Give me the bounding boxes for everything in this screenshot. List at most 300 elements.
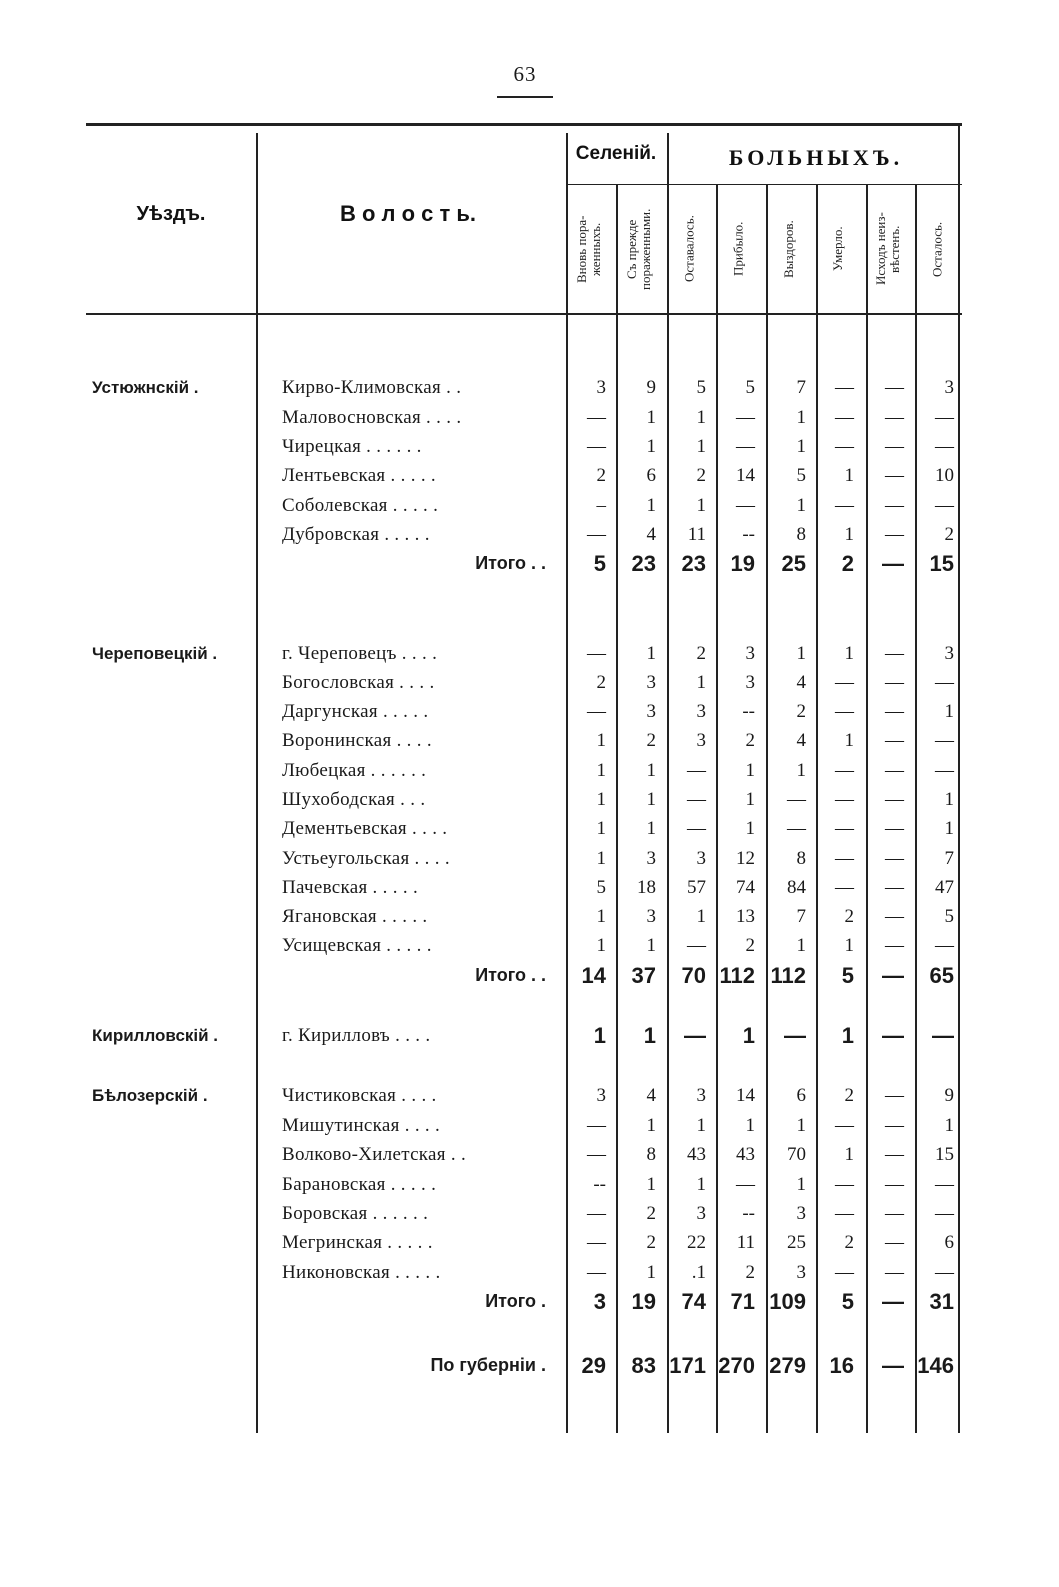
value-cell: 1: [796, 407, 806, 428]
volost-cell: Даргунская . . . . .: [282, 701, 429, 722]
table-row: [86, 1170, 962, 1199]
value-cell: —: [736, 495, 755, 516]
value-cell: —: [885, 436, 904, 457]
table-row: [86, 639, 962, 668]
value-cell: —: [885, 377, 904, 398]
value-cell: —: [885, 1174, 904, 1195]
value-cell: 1: [844, 465, 854, 486]
page-number: 63: [513, 62, 537, 86]
column-header: Съ прежде пораженными.: [624, 208, 653, 290]
volost-cell: Дементьевская . . . .: [282, 818, 448, 839]
value-cell: 25: [781, 551, 806, 576]
value-cell: —: [835, 818, 854, 839]
table-row: [86, 1199, 962, 1228]
value-cell: 1: [593, 1023, 606, 1048]
volost-cell: Чирецкая . . . . . .: [282, 436, 422, 457]
value-cell: 279: [769, 1353, 806, 1378]
value-cell: —: [882, 1353, 904, 1378]
value-cell: 3: [646, 848, 656, 869]
value-cell: 70: [787, 1144, 806, 1165]
value-cell: 171: [669, 1353, 706, 1378]
value-cell: 12: [736, 848, 755, 869]
table-row: [86, 1081, 962, 1110]
value-cell: 25: [787, 1232, 806, 1253]
value-cell: 1: [646, 818, 656, 839]
bolnykh-header: БОЛЬНЫХЪ.: [728, 145, 904, 170]
column-divider: [915, 185, 917, 1433]
value-cell: 3: [745, 672, 755, 693]
value-cell: 1: [944, 818, 954, 839]
value-cell: —: [885, 407, 904, 428]
value-cell: —: [687, 818, 706, 839]
table-row: [86, 491, 962, 520]
value-cell: 1: [841, 1023, 854, 1048]
value-cell: 3: [944, 643, 954, 664]
table-row: [86, 520, 962, 549]
value-cell: —: [935, 407, 954, 428]
column-divider: [716, 185, 718, 1433]
value-cell: 7: [796, 377, 806, 398]
value-cell: 2: [844, 906, 854, 927]
volost-cell: Волково-Хилетская . .: [282, 1144, 467, 1165]
value-cell: —: [835, 407, 854, 428]
value-cell: 8: [646, 1144, 656, 1165]
volost-cell: Чистиковская . . . .: [282, 1085, 437, 1106]
value-cell: 1: [745, 789, 755, 810]
page-number-rule: [497, 96, 553, 98]
value-cell: 6: [646, 465, 656, 486]
value-cell: 1: [696, 672, 706, 693]
value-cell: 1: [646, 1174, 656, 1195]
volost-cell: г. Кирилловъ . . . .: [282, 1025, 431, 1046]
volost-cell: Богословская . . . .: [282, 672, 435, 693]
value-cell: —: [885, 877, 904, 898]
value-cell: —: [587, 1262, 606, 1283]
value-cell: 1: [596, 730, 606, 751]
column-divider: [766, 185, 768, 1433]
value-cell: 1: [844, 643, 854, 664]
column-header: Выздоров.: [781, 220, 796, 278]
value-cell: --: [742, 701, 755, 722]
value-cell: 7: [944, 848, 954, 869]
value-cell: —: [935, 760, 954, 781]
value-cell: 1: [646, 789, 656, 810]
total-label: Итого . .: [475, 553, 546, 573]
value-cell: —: [684, 1023, 706, 1048]
table-row: [86, 756, 962, 785]
value-cell: —: [882, 963, 904, 988]
value-cell: 2: [596, 672, 606, 693]
value-cell: 84: [787, 877, 806, 898]
value-cell: 43: [736, 1144, 755, 1165]
value-cell: 146: [917, 1353, 954, 1378]
volost-header: В о л о с т ь.: [339, 201, 477, 226]
value-cell: 11: [687, 524, 706, 545]
value-cell: 1: [745, 760, 755, 781]
value-cell: —: [835, 701, 854, 722]
value-cell: —: [587, 436, 606, 457]
value-cell: —: [835, 672, 854, 693]
value-cell: 23: [631, 551, 656, 576]
value-cell: —: [835, 877, 854, 898]
header-group-rule: [566, 184, 962, 185]
value-cell: 23: [681, 551, 706, 576]
table-row: [86, 1140, 962, 1169]
value-cell: 1: [596, 818, 606, 839]
value-cell: 47: [935, 877, 954, 898]
value-cell: 1: [796, 643, 806, 664]
volost-cell: Любецкая . . . . . .: [282, 760, 427, 781]
value-cell: —: [787, 789, 806, 810]
column-divider: [866, 185, 868, 1433]
value-cell: 3: [796, 1262, 806, 1283]
column-divider: [566, 133, 568, 1433]
uezd-cell: Череповецкій .: [92, 644, 218, 663]
value-cell: —: [587, 1203, 606, 1224]
value-cell: 11: [736, 1232, 755, 1253]
volost-cell: Маловосновская . . . .: [282, 407, 462, 428]
table-row: [86, 373, 962, 402]
value-cell: 1: [646, 407, 656, 428]
value-cell: —: [935, 672, 954, 693]
value-cell: —: [687, 760, 706, 781]
value-cell: 7: [796, 906, 806, 927]
value-cell: —: [587, 524, 606, 545]
value-cell: 19: [631, 1289, 656, 1314]
volost-cell: Дубровская . . . . .: [282, 524, 430, 545]
value-cell: —: [835, 760, 854, 781]
value-cell: —: [885, 465, 904, 486]
value-cell: 1: [646, 436, 656, 457]
value-cell: —: [885, 906, 904, 927]
value-cell: 112: [719, 963, 755, 988]
column-divider: [667, 133, 669, 1433]
value-cell: 3: [646, 701, 656, 722]
value-cell: 16: [829, 1353, 854, 1378]
value-cell: 5: [593, 551, 606, 576]
table-row: [86, 1287, 962, 1316]
value-cell: 18: [637, 877, 656, 898]
value-cell: 2: [844, 1232, 854, 1253]
value-cell: 112: [770, 963, 806, 988]
uezd-cell: Бѣлозерскій .: [92, 1086, 208, 1105]
value-cell: —: [885, 1232, 904, 1253]
volost-cell: Мегринская . . . . .: [282, 1232, 433, 1253]
volost-cell: Шухободская . . .: [282, 789, 426, 810]
value-cell: 2: [745, 935, 755, 956]
value-cell: 3: [944, 377, 954, 398]
table-row: [86, 902, 962, 931]
value-cell: 74: [736, 877, 755, 898]
value-cell: —: [835, 1115, 854, 1136]
value-cell: —: [885, 1144, 904, 1165]
value-cell: 3: [646, 906, 656, 927]
volost-cell: Воронинская . . . .: [282, 730, 432, 751]
table-row: [86, 1111, 962, 1140]
value-cell: 4: [796, 730, 806, 751]
value-cell: 19: [730, 551, 755, 576]
column-header: Вновь пора-женныхъ.: [574, 215, 603, 283]
table-row: [86, 432, 962, 461]
value-cell: 1: [696, 436, 706, 457]
value-cell: 1: [646, 1115, 656, 1136]
value-cell: —: [935, 730, 954, 751]
table-row: [86, 1228, 962, 1257]
value-cell: —: [882, 551, 904, 576]
table-row: [86, 668, 962, 697]
value-cell: —: [736, 407, 755, 428]
value-cell: 14: [736, 465, 755, 486]
value-cell: 8: [796, 848, 806, 869]
value-cell: 1: [844, 730, 854, 751]
value-cell: 2: [696, 465, 706, 486]
value-cell: 83: [631, 1353, 656, 1378]
value-cell: 1: [643, 1023, 656, 1048]
value-cell: 2: [796, 701, 806, 722]
value-cell: 15: [935, 1144, 954, 1165]
value-cell: —: [885, 1203, 904, 1224]
value-cell: 3: [696, 701, 706, 722]
total-label: По губерніи .: [430, 1355, 546, 1375]
value-cell: 2: [745, 1262, 755, 1283]
value-cell: —: [885, 935, 904, 956]
volost-cell: Барановская . . . . .: [282, 1174, 437, 1195]
value-cell: 3: [696, 1085, 706, 1106]
value-cell: 1: [796, 1115, 806, 1136]
value-cell: 2: [646, 1203, 656, 1224]
volost-cell: Лентьевская . . . . .: [282, 465, 436, 486]
value-cell: 1: [646, 495, 656, 516]
volost-cell: Никоновская . . . . .: [282, 1262, 441, 1283]
value-cell: 9: [646, 377, 656, 398]
value-cell: 6: [796, 1085, 806, 1106]
value-cell: 15: [929, 551, 954, 576]
table-top-rule: [86, 123, 962, 126]
value-cell: —: [784, 1023, 806, 1048]
value-cell: 2: [646, 730, 656, 751]
value-cell: —: [835, 848, 854, 869]
column-header: Оставалось.: [681, 215, 697, 283]
volost-cell: г. Череповецъ . . . .: [282, 643, 438, 664]
value-cell: —: [935, 436, 954, 457]
value-cell: 5: [745, 377, 755, 398]
value-cell: 3: [696, 1203, 706, 1224]
value-cell: --: [742, 1203, 755, 1224]
table-row: [86, 844, 962, 873]
value-cell: —: [885, 789, 904, 810]
value-cell: —: [835, 1262, 854, 1283]
value-cell: 5: [841, 963, 854, 988]
value-cell: 31: [929, 1289, 954, 1314]
value-cell: 3: [696, 730, 706, 751]
value-cell: 5: [696, 377, 706, 398]
value-cell: —: [587, 407, 606, 428]
volost-cell: Боровская . . . . . .: [282, 1203, 429, 1224]
total-label: Итого .: [485, 1291, 546, 1311]
value-cell: 1: [796, 495, 806, 516]
value-cell: 1: [696, 906, 706, 927]
value-cell: 1: [646, 1262, 656, 1283]
uezd-cell: Кирилловскій .: [92, 1026, 219, 1045]
value-cell: 2: [841, 551, 854, 576]
value-cell: —: [587, 1144, 606, 1165]
value-cell: —: [885, 848, 904, 869]
value-cell: —: [587, 701, 606, 722]
value-cell: 8: [796, 524, 806, 545]
value-cell: 4: [646, 524, 656, 545]
value-cell: --: [593, 1174, 606, 1195]
value-cell: —: [935, 1262, 954, 1283]
value-cell: —: [882, 1289, 904, 1314]
table-row: [86, 697, 962, 726]
value-cell: 1: [844, 935, 854, 956]
value-cell: —: [885, 730, 904, 751]
value-cell: 3: [646, 672, 656, 693]
value-cell: —: [885, 643, 904, 664]
value-cell: 3: [696, 848, 706, 869]
column-header: Осталось.: [929, 221, 945, 277]
value-cell: 14: [581, 963, 606, 988]
value-cell: 65: [929, 963, 954, 988]
statistics-table: [86, 123, 962, 1435]
value-cell: —: [885, 1085, 904, 1106]
value-cell: 43: [687, 1144, 706, 1165]
value-cell: 1: [745, 1115, 755, 1136]
value-cell: 1: [696, 407, 706, 428]
value-cell: 1: [596, 789, 606, 810]
value-cell: 70: [681, 963, 706, 988]
value-cell: 5: [796, 465, 806, 486]
value-cell: 5: [596, 877, 606, 898]
value-cell: 109: [769, 1289, 806, 1314]
value-cell: 1: [696, 495, 706, 516]
value-cell: —: [835, 377, 854, 398]
value-cell: 1: [844, 1144, 854, 1165]
value-cell: —: [885, 760, 904, 781]
value-cell: 1: [796, 935, 806, 956]
volost-cell: Мишутинская . . . .: [282, 1115, 441, 1136]
value-cell: 29: [581, 1353, 606, 1378]
value-cell: —: [885, 1262, 904, 1283]
value-cell: 71: [730, 1289, 755, 1314]
column-header: Умерло.: [830, 226, 845, 272]
value-cell: —: [835, 1174, 854, 1195]
value-cell: —: [935, 1203, 954, 1224]
value-cell: —: [885, 701, 904, 722]
value-cell: 1: [944, 1115, 954, 1136]
value-cell: 2: [745, 730, 755, 751]
value-cell: —: [885, 524, 904, 545]
value-cell: 1: [646, 760, 656, 781]
table-row: [86, 785, 962, 814]
table-row: [86, 961, 962, 990]
value-cell: —: [835, 495, 854, 516]
table-row: [86, 726, 962, 755]
value-cell: 1: [696, 1115, 706, 1136]
volost-cell: Кирво-Климовская . .: [282, 377, 462, 398]
value-cell: 1: [696, 1174, 706, 1195]
value-cell: —: [787, 818, 806, 839]
value-cell: —: [935, 495, 954, 516]
uezd-cell: Устюжнскій .: [92, 378, 199, 397]
value-cell: 1: [596, 848, 606, 869]
value-cell: —: [587, 1115, 606, 1136]
volost-cell: Соболевская . . . . .: [282, 495, 439, 516]
value-cell: 4: [796, 672, 806, 693]
value-cell: 57: [687, 877, 706, 898]
value-cell: --: [742, 524, 755, 545]
value-cell: —: [932, 1023, 954, 1048]
table-row: [86, 814, 962, 843]
value-cell: 1: [796, 760, 806, 781]
value-cell: 4: [646, 1085, 656, 1106]
value-cell: 3: [796, 1203, 806, 1224]
value-cell: 2: [844, 1085, 854, 1106]
value-cell: .1: [691, 1262, 706, 1283]
column-divider: [816, 185, 818, 1433]
value-cell: 6: [944, 1232, 954, 1253]
value-cell: 74: [681, 1289, 706, 1314]
value-cell: —: [835, 436, 854, 457]
volost-cell: Ягановская . . . . .: [282, 906, 428, 927]
table-row: [86, 1258, 962, 1287]
table-row: [86, 461, 962, 490]
value-cell: 1: [745, 818, 755, 839]
value-cell: 14: [736, 1085, 755, 1106]
value-cell: 1: [646, 643, 656, 664]
value-cell: 3: [596, 1085, 606, 1106]
value-cell: 1: [742, 1023, 755, 1048]
total-label: Итого . .: [475, 965, 546, 985]
value-cell: 13: [736, 906, 755, 927]
value-cell: —: [687, 789, 706, 810]
value-cell: —: [835, 1203, 854, 1224]
value-cell: —: [885, 672, 904, 693]
column-divider: [616, 185, 618, 1433]
value-cell: 5: [944, 906, 954, 927]
table-row: [86, 403, 962, 432]
value-cell: 3: [596, 377, 606, 398]
value-cell: —: [885, 1115, 904, 1136]
column-header: Прибыло.: [730, 221, 746, 277]
value-cell: 10: [935, 465, 954, 486]
value-cell: 1: [844, 524, 854, 545]
value-cell: —: [935, 1174, 954, 1195]
table-row: [86, 931, 962, 960]
value-cell: 3: [745, 643, 755, 664]
value-cell: 270: [718, 1353, 755, 1378]
volost-cell: Пачевская . . . . .: [282, 877, 418, 898]
table-row: [86, 1021, 962, 1050]
value-cell: –: [596, 495, 606, 516]
value-cell: 9: [944, 1085, 954, 1106]
seleniy-header: Селеній.: [575, 143, 657, 164]
value-cell: —: [885, 495, 904, 516]
value-cell: 1: [596, 906, 606, 927]
value-cell: 2: [646, 1232, 656, 1253]
value-cell: 1: [796, 1174, 806, 1195]
table-row: [86, 549, 962, 578]
value-cell: 1: [944, 789, 954, 810]
value-cell: —: [885, 818, 904, 839]
table-row: [86, 1351, 962, 1380]
value-cell: —: [835, 789, 854, 810]
value-cell: 1: [944, 701, 954, 722]
value-cell: 37: [631, 963, 656, 988]
table-row: [86, 873, 962, 902]
column-header: Исходъ неиз-вѣстенъ.: [873, 212, 902, 286]
value-cell: —: [882, 1023, 904, 1048]
